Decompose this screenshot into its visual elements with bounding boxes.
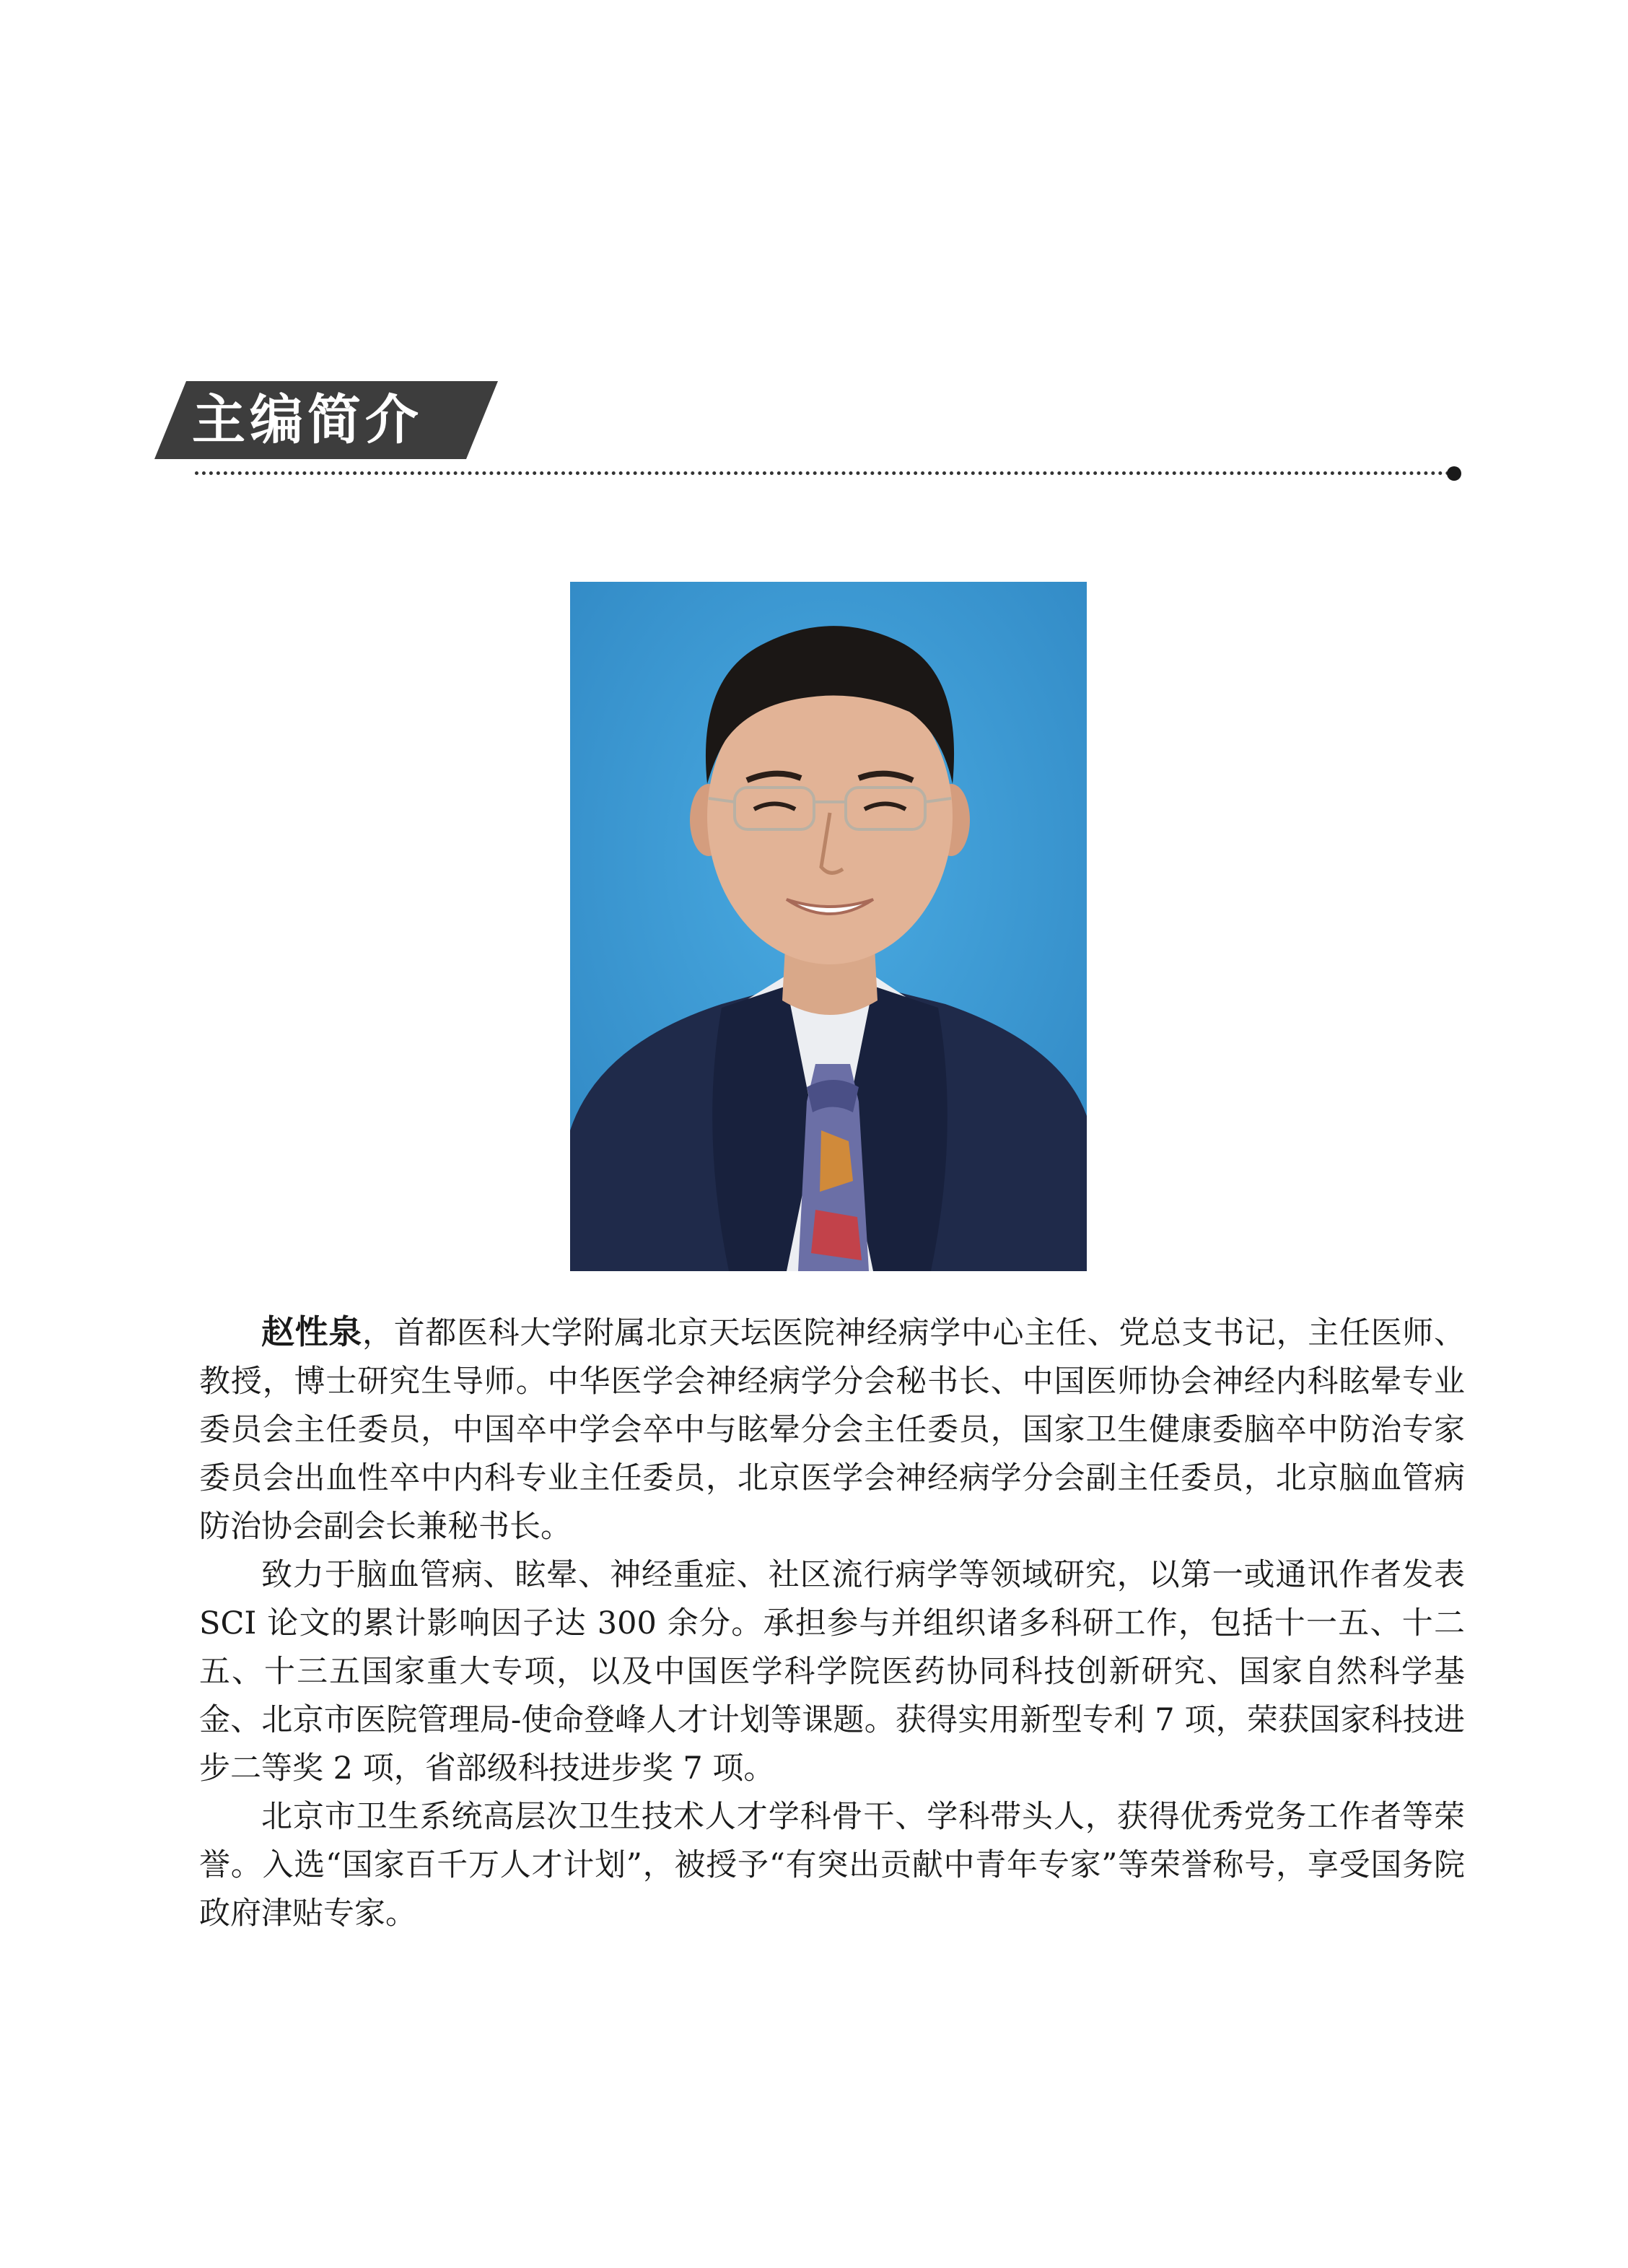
author-name: 赵性泉 [261,1312,363,1351]
section-title-banner [154,381,498,459]
title-divider [195,471,1450,475]
portrait-illustration [570,582,1087,1271]
bio-paragraph-1-text: ，首都医科大学附属北京天坛医院神经病学中心主任、党总支书记，主任医师、教授，博士研究生导师。中华医学会神经病学分会秘书长、中国医师协会神经内科眩晕专业委员会主任委员，中国卒中学会卒中与眩晕分会主任委员，国家卫生健康委脑卒中防治专家委员会出血性卒中内科专业主任委员，北京医学会神经病学分会副主任委员，北京脑血管病防治协会副会长兼秘书长。 [199,1315,1466,1545]
author-portrait [570,582,1087,1271]
section-title: 主编简介 [192,389,423,451]
author-biography [199,1308,1465,1938]
bio-paragraph-3: 北京市卫生系统高层次卫生技术人才学科骨干、学科带头人，获得优秀党务工作者等荣誉。入选“国家百千万人才计划”，被授予“有突出贡献中青年专家”等荣誉称号，享受国务院政府津贴专家。 [199,1799,1465,1932]
bio-paragraph-2: 致力于脑血管病、眩晕、神经重症、社区流行病学等领域研究，以第一或通讯作者发表 SCI 论文的累计影响因子达 300 余分。承担参与并组织诸多科研工作，包括十一五、十二五、十三五国家重大专项，以及中国医学科学院医药协同科技创新研究、国家自然科学基金、北京市医院管理局-使命登峰人才计划等课题。获得实用新型专利 7 项，荣获国家科技进步二等奖 2 项，省部级科技进步奖 7 项。 [199,1557,1465,1787]
bio-paragraph-1 [199,1308,1465,1551]
divider-end-dot [1447,466,1461,481]
